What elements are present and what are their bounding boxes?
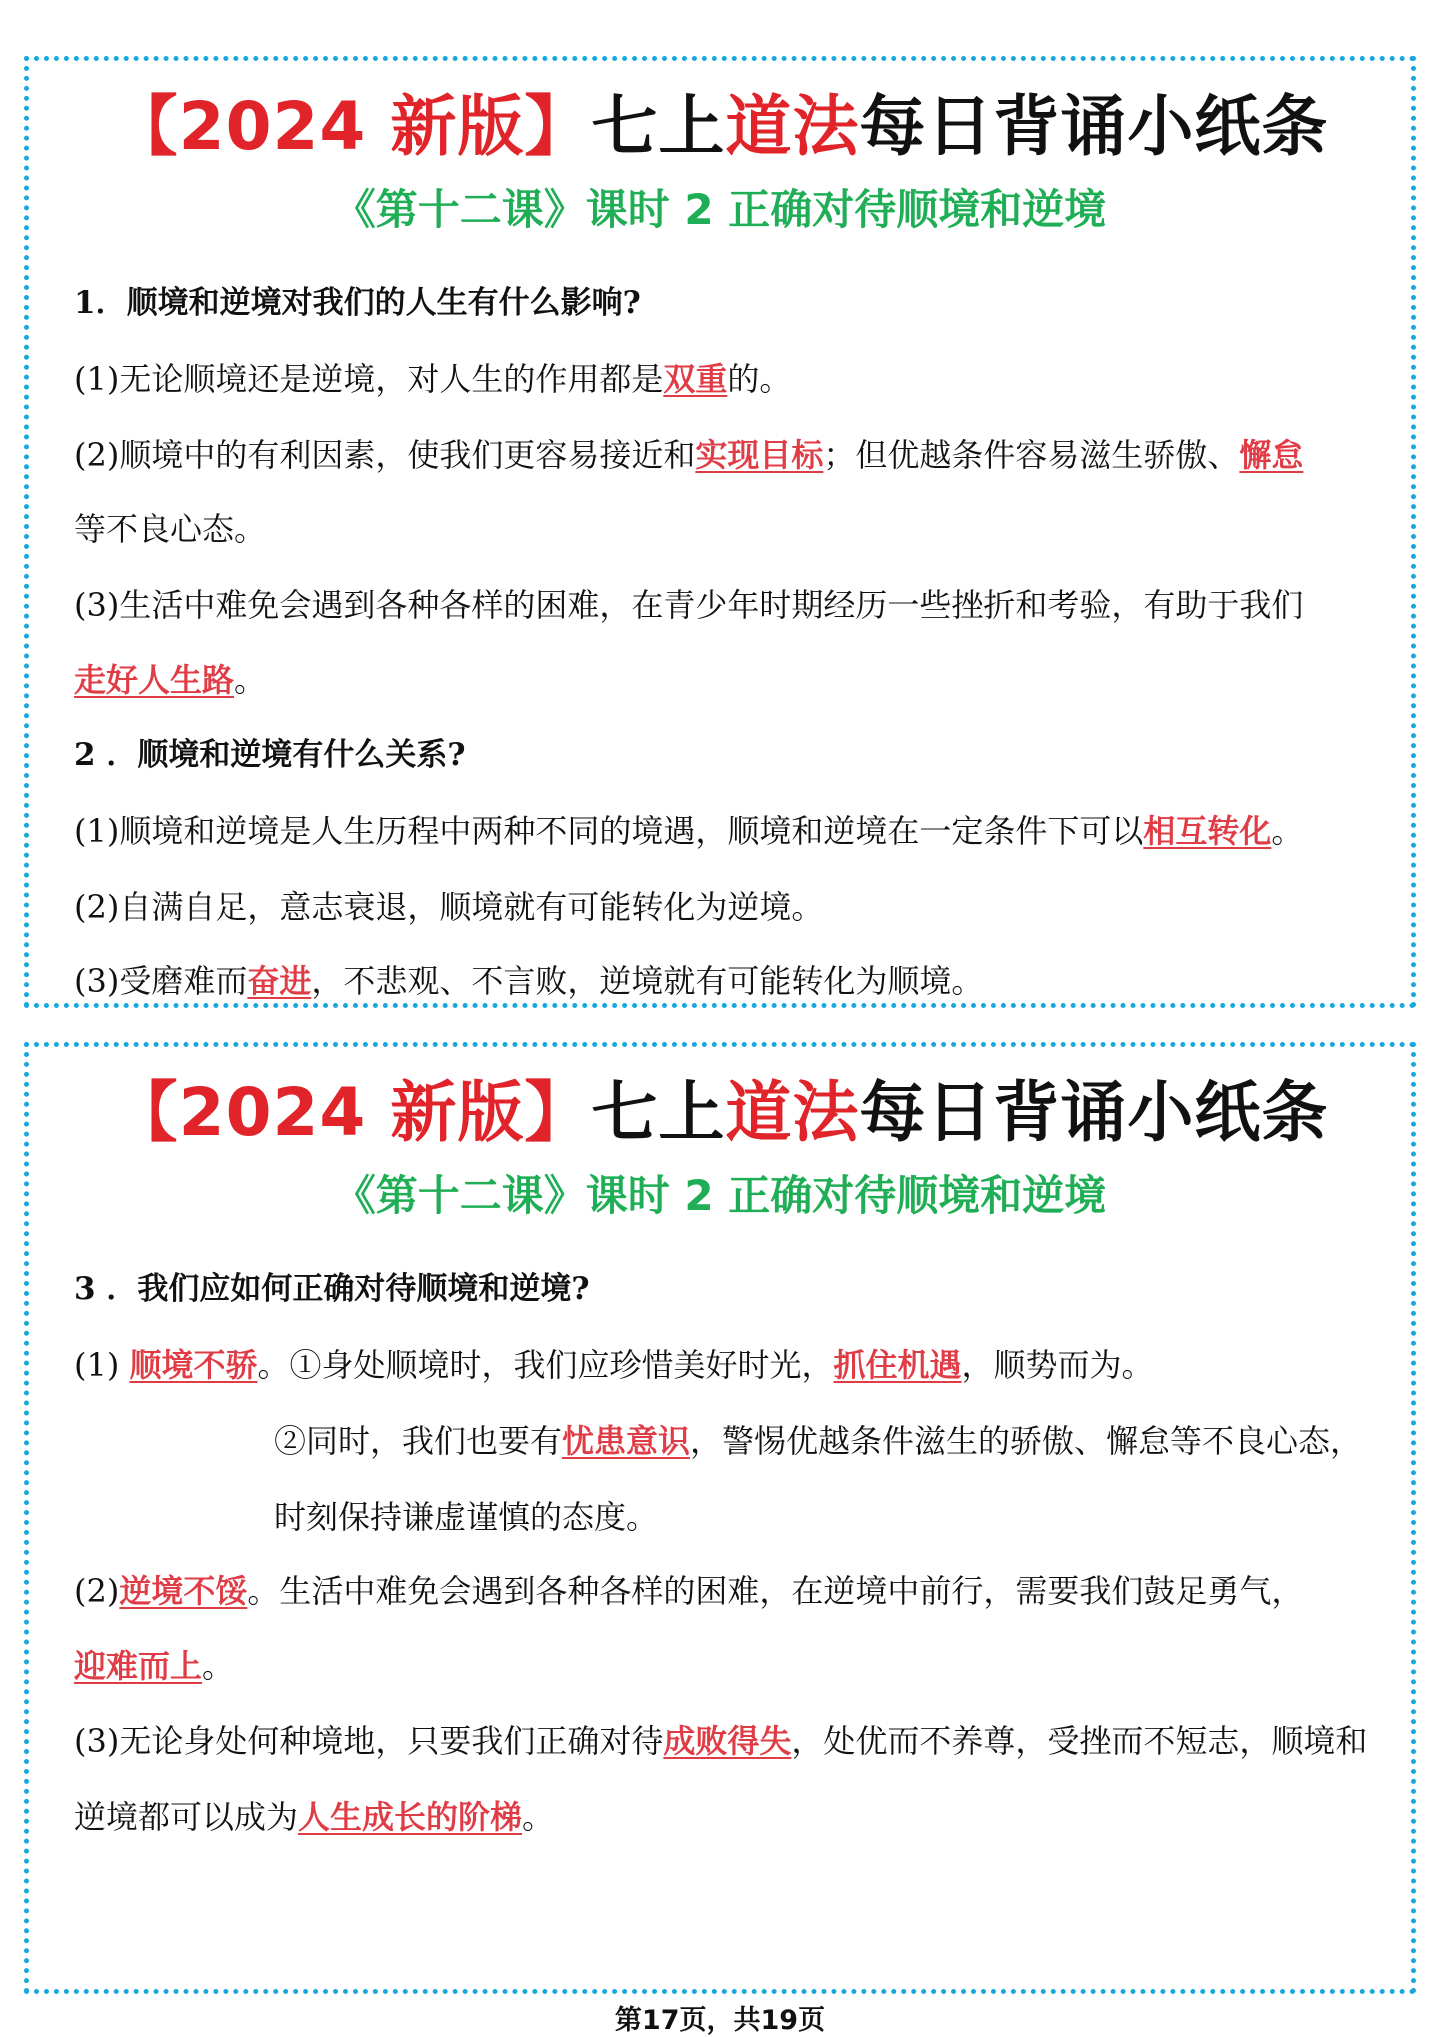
keyword: 人生成长的阶梯 — [298, 1798, 523, 1836]
answer-text: (1) — [74, 1346, 130, 1384]
answer-text: 的。 — [727, 360, 792, 398]
answer-line-cont — [74, 1646, 234, 1686]
answer-line — [74, 887, 823, 927]
answer-line-cont — [74, 660, 266, 700]
title-grade: 七上 — [591, 1074, 726, 1151]
title-suffix: 每日背诵小纸条 — [859, 88, 1329, 165]
answer-text: 。生活中难免会遇到各种各样的困难，在逆境中前行，需要我们鼓足勇气， — [247, 1572, 1304, 1610]
question-2: 2 ．顺境和逆境有什么关系? — [74, 737, 466, 773]
title-suffix: 每日背诵小纸条 — [859, 1074, 1329, 1151]
keyword: 奋进 — [247, 962, 312, 1000]
answer-text: ，警惕优越条件滋生的骄傲、懈怠等不良心态，时刻保持谦虚谨慎的态度。 — [274, 1422, 1363, 1536]
title-grade: 七上 — [591, 88, 726, 165]
answer-text: ；但优越条件容易滋生骄傲、 — [823, 436, 1240, 474]
answer-text: (3)生活中难免会遇到各种各样的困难，在青少年时期经历一些挫折和考验，有助于我们 — [74, 586, 1304, 624]
title-bracket-open: 【 — [111, 88, 179, 165]
answer-text: ，不悲观、不言败，逆境就有可能转化为顺境。 — [311, 962, 984, 1000]
keyword: 走好人生路 — [74, 661, 235, 699]
answer-text: 。 — [234, 661, 267, 699]
answer-text: ②同时，我们也要有 — [274, 1422, 563, 1460]
answer-line — [74, 961, 983, 1001]
card-subtitle: 《第十二课》课时 2 正确对待顺境和逆境 — [333, 185, 1107, 234]
question-1: 1．顺境和逆境对我们的人生有什么影响? — [74, 285, 641, 321]
card-title — [29, 73, 1411, 168]
title-version: 2024 新版 — [178, 1074, 525, 1151]
keyword: 实现目标 — [695, 436, 824, 474]
keyword: 双重 — [663, 360, 728, 398]
answer-text: 。①身处顺境时，我们应珍惜美好时光， — [257, 1346, 834, 1384]
answer-text: 。 — [1271, 812, 1304, 850]
title-version: 2024 新版 — [178, 88, 525, 165]
answer-line-cont — [74, 509, 266, 549]
answer-line — [74, 585, 1303, 625]
answer-line — [74, 359, 791, 399]
title-bracket-close: 】 — [524, 88, 592, 165]
answer-text: (1)无论顺境还是逆境，对人生的作用都是 — [74, 360, 664, 398]
keyword: 迎难而上 — [74, 1647, 203, 1685]
answer-line — [74, 1703, 1374, 1855]
note-card-2 — [24, 1042, 1416, 1994]
answer-text: 。 — [522, 1798, 555, 1836]
keyword: 逆境不馁 — [119, 1572, 248, 1610]
card-subtitle: 《第十二课》课时 2 正确对待顺境和逆境 — [333, 1171, 1107, 1220]
note-card-1 — [24, 56, 1416, 1008]
keyword: 抓住机遇 — [833, 1346, 962, 1384]
answer-text: 等不良心态。 — [74, 510, 267, 548]
keyword: 相互转化 — [1143, 812, 1272, 850]
answer-line — [74, 1571, 1303, 1611]
answer-text: 。 — [202, 1647, 235, 1685]
title-subject: 道法 — [725, 88, 860, 165]
answer-line — [74, 1345, 1154, 1385]
answer-text: (3)受磨难而 — [74, 962, 248, 1000]
keyword: 顺境不骄 — [129, 1346, 258, 1384]
page-footer: 第17页，共19页 — [614, 2005, 826, 2036]
answer-text: (1)顺境和逆境是人生历程中两种不同的境遇，顺境和逆境在一定条件下可以 — [74, 812, 1144, 850]
answer-text: (3)无论身处何种境地，只要我们正确对待 — [74, 1722, 664, 1760]
answer-text: ，顺势而为。 — [961, 1346, 1154, 1384]
title-bracket-close: 】 — [524, 1074, 592, 1151]
card-title — [29, 1059, 1411, 1154]
keyword: 懈怠 — [1239, 436, 1304, 474]
answer-line — [74, 811, 1303, 851]
title-subject: 道法 — [725, 1074, 860, 1151]
answer-line-indented — [274, 1403, 1384, 1555]
answer-text: ，处优而不养尊，受挫而不短志，顺境和逆境都可以成为 — [74, 1722, 1368, 1836]
answer-line — [74, 435, 1303, 475]
title-bracket-open: 【 — [111, 1074, 179, 1151]
keyword: 成败得失 — [663, 1722, 792, 1760]
answer-text: (2)自满自足，意志衰退，顺境就有可能转化为逆境。 — [74, 888, 824, 926]
keyword: 忧患意识 — [562, 1422, 691, 1460]
question-3: 3 ．我们应如何正确对待顺境和逆境? — [74, 1271, 590, 1307]
answer-text: (2)顺境中的有利因素，使我们更容易接近和 — [74, 436, 696, 474]
answer-text: (2) — [74, 1572, 120, 1610]
